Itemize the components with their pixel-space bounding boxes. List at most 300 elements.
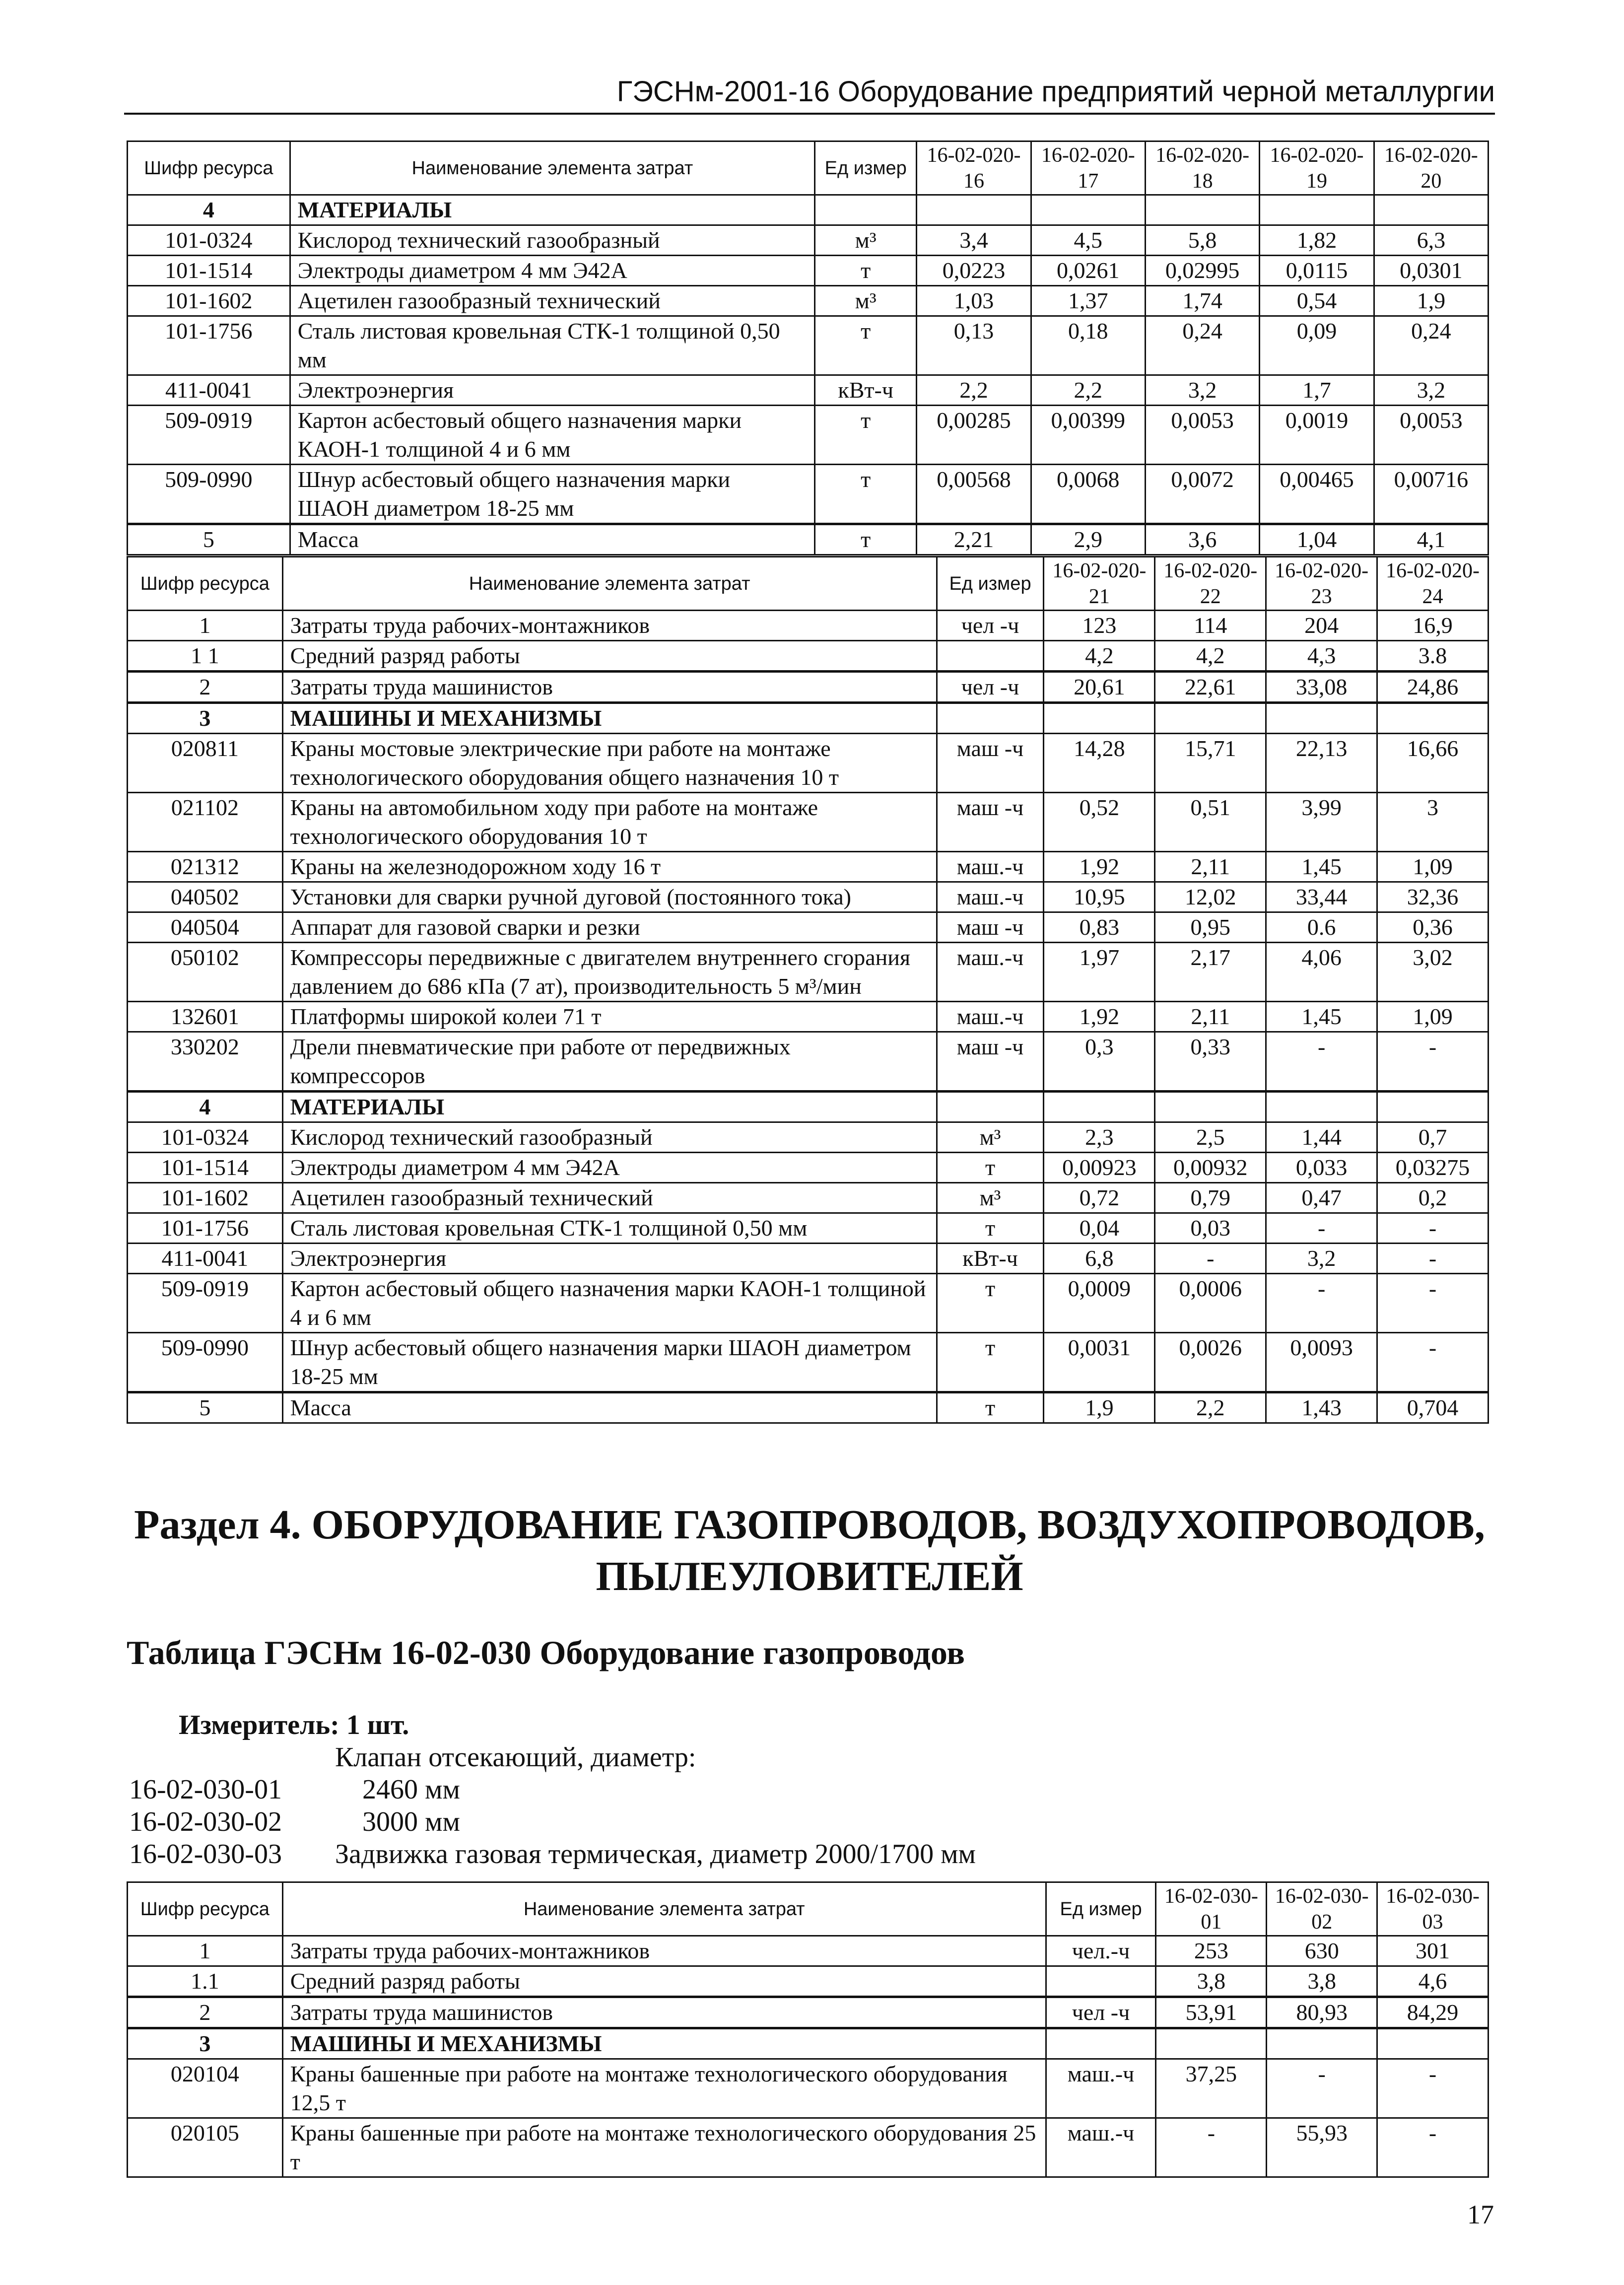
measure-item-desc: Задвижка газовая термическая, диаметр 2000/1700 мм: [335, 1839, 976, 1870]
table-row: [128, 1002, 1489, 1032]
norm-value: 0,0223: [917, 256, 1031, 286]
table-row: [128, 2059, 1489, 2118]
resource-code: 021312: [128, 852, 283, 882]
norm-value: 24,86: [1377, 672, 1489, 703]
resource-code: 5: [128, 1392, 283, 1423]
resource-name: Краны на железнодорожном ходу 16 т: [282, 852, 937, 882]
norm-value: 4,1: [1374, 524, 1488, 555]
norm-value: [1266, 1092, 1377, 1122]
norm-value: 1,43: [1266, 1392, 1377, 1423]
resource-code: 4: [128, 1092, 283, 1122]
table-row: [128, 852, 1489, 882]
norm-value: 2,11: [1155, 1002, 1266, 1032]
norm-value: 0,3: [1044, 1032, 1155, 1092]
resource-name: Аппарат для газовой сварки и резки: [282, 912, 937, 943]
norm-value: 0,03275: [1377, 1153, 1489, 1183]
unit: чел -ч: [937, 672, 1044, 703]
table-row: [128, 1333, 1489, 1392]
unit: маш.-ч: [1046, 2118, 1156, 2177]
table-row: [128, 1092, 1489, 1122]
resource-code: 1 1: [128, 641, 283, 672]
norm-value: -: [1377, 1274, 1489, 1333]
table-row: [128, 1032, 1489, 1092]
norm-value: 32,36: [1377, 882, 1489, 912]
unit: т: [937, 1392, 1044, 1423]
unit: чел -ч: [937, 611, 1044, 641]
resource-name: Электроэнергия: [282, 1244, 937, 1274]
norm-value: 0,09: [1260, 316, 1374, 375]
resource-code: 040502: [128, 882, 283, 912]
norm-value: 0,0053: [1374, 406, 1488, 465]
norm-value: -: [1377, 1032, 1489, 1092]
column-header-norm: 16-02-020-18: [1145, 141, 1259, 195]
norm-value: 1,97: [1044, 943, 1155, 1002]
norm-value: 630: [1267, 1936, 1377, 1966]
norm-value: 0,0301: [1374, 256, 1488, 286]
norm-value: 123: [1044, 611, 1155, 641]
resource-code: 101-1602: [128, 1183, 283, 1213]
norm-value: 2,5: [1155, 1122, 1266, 1153]
resource-name: Компрессоры передвижные с двигателем внутреннего сгорания давлением до 686 кПа (7 ат), производительность 5 м³/мин: [282, 943, 937, 1002]
resource-code: 2: [128, 1997, 283, 2028]
table-row: [128, 641, 1489, 672]
column-header-norm: 16-02-020-17: [1031, 141, 1145, 195]
norm-value: 0,02995: [1145, 256, 1259, 286]
resource-code: 330202: [128, 1032, 283, 1092]
norm-value: 3.8: [1377, 641, 1489, 672]
column-header-unit: Ед измер: [937, 557, 1044, 611]
table-row: [128, 611, 1489, 641]
unit: т: [937, 1153, 1044, 1183]
section-title: Раздел 4. ОБОРУДОВАНИЕ ГАЗОПРОВОДОВ, ВОЗДУХОПРОВОДОВ, ПЫЛЕУЛОВИТЕЛЕЙ: [134, 1502, 1485, 1599]
resource-code: 411-0041: [128, 1244, 283, 1274]
table-row: [128, 1122, 1489, 1153]
norm-value: 1,45: [1266, 852, 1377, 882]
resource-name: МАТЕРИАЛЫ: [282, 1092, 937, 1122]
unit: чел -ч: [1046, 1997, 1156, 2028]
norm-value: 0,0115: [1260, 256, 1374, 286]
table-row: [128, 286, 1489, 316]
norm-value: 0,7: [1377, 1122, 1489, 1153]
resource-code: 020105: [128, 2118, 283, 2177]
norm-value: -: [1156, 2118, 1267, 2177]
norm-value: 6,3: [1374, 225, 1488, 256]
norm-value: [1266, 703, 1377, 734]
norm-value: [1374, 195, 1488, 225]
norm-value: 16,9: [1377, 611, 1489, 641]
measure-line: [179, 1708, 409, 1742]
norm-value: 37,25: [1156, 2059, 1267, 2118]
norm-value: 20,61: [1044, 672, 1155, 703]
norm-value: 4,06: [1266, 943, 1377, 1002]
column-header-code: Шифр ресурса: [128, 141, 290, 195]
resource-code: 1: [128, 611, 283, 641]
page-number: 17: [1467, 2200, 1494, 2229]
unit: маш.-ч: [937, 882, 1044, 912]
norm-value: 33,44: [1266, 882, 1377, 912]
norm-value: 3,2: [1145, 375, 1259, 406]
resource-name: Средний разряд работы: [282, 1966, 1046, 1997]
norm-value: 0.6: [1266, 912, 1377, 943]
column-header-norm: 16-02-020-23: [1266, 557, 1377, 611]
norm-value: 0,00465: [1260, 465, 1374, 524]
norm-value: [917, 195, 1031, 225]
table-row: [128, 256, 1489, 286]
norm-value: 1,74: [1145, 286, 1259, 316]
column-header-name: Наименование элемента затрат: [282, 1882, 1046, 1936]
norm-value: 0,04: [1044, 1213, 1155, 1244]
norm-value: 2,9: [1031, 524, 1145, 555]
table-row: [128, 2118, 1489, 2177]
norm-value: 0,00716: [1374, 465, 1488, 524]
norm-value: 3: [1377, 793, 1489, 852]
resource-code: 509-0919: [128, 406, 290, 465]
norm-value: 1,03: [917, 286, 1031, 316]
norm-value: 0,95: [1155, 912, 1266, 943]
norm-value: 80,93: [1267, 1997, 1377, 2028]
norm-value: 2,2: [917, 375, 1031, 406]
table-row: [128, 703, 1489, 734]
table-row: [128, 912, 1489, 943]
resource-name: МАТЕРИАЛЫ: [290, 195, 814, 225]
table-row: [128, 1244, 1489, 1274]
table-row: [128, 793, 1489, 852]
norm-value: [1155, 1092, 1266, 1122]
norm-value: [1145, 195, 1259, 225]
norm-value: 4,2: [1155, 641, 1266, 672]
norm-value: 14,28: [1044, 734, 1155, 793]
resource-code: 509-0990: [128, 465, 290, 524]
unit: маш -ч: [937, 912, 1044, 943]
unit: [1046, 1966, 1156, 1997]
unit: м³: [815, 286, 917, 316]
resource-name: Краны башенные при работе на монтаже технологического оборудования 12,5 т: [282, 2059, 1046, 2118]
resource-code: 101-0324: [128, 225, 290, 256]
norm-value: 0,0072: [1145, 465, 1259, 524]
unit: м³: [937, 1122, 1044, 1153]
measure-label: Измеритель:: [179, 1710, 339, 1740]
norm-value: 0,03: [1155, 1213, 1266, 1244]
norm-value: 0,0068: [1031, 465, 1145, 524]
column-header-code: Шифр ресурса: [128, 1882, 283, 1936]
unit: [937, 1092, 1044, 1122]
norm-value: 2,2: [1155, 1392, 1266, 1423]
resource-name: Сталь листовая кровельная СТК-1 толщиной 0,50 мм: [290, 316, 814, 375]
norm-value: 22,13: [1266, 734, 1377, 793]
norm-value: 0,0031: [1044, 1333, 1155, 1392]
unit: маш -ч: [937, 734, 1044, 793]
norm-value: 0,2: [1377, 1183, 1489, 1213]
unit: маш.-ч: [937, 943, 1044, 1002]
resource-name: Электроды диаметром 4 мм Э42А: [282, 1153, 937, 1183]
norm-value: 1,92: [1044, 1002, 1155, 1032]
norm-value: 0,0006: [1155, 1274, 1266, 1333]
table-row: [128, 195, 1489, 225]
resource-code: 101-1756: [128, 1213, 283, 1244]
norm-value: [1260, 195, 1374, 225]
norm-value: 4,5: [1031, 225, 1145, 256]
column-header-norm: 16-02-020-16: [917, 141, 1031, 195]
norm-value: -: [1377, 2059, 1489, 2118]
norm-value: -: [1266, 1274, 1377, 1333]
unit: кВт-ч: [937, 1244, 1044, 1274]
norm-value: 1,82: [1260, 225, 1374, 256]
resource-name: Электроэнергия: [290, 375, 814, 406]
norm-value: 0,00285: [917, 406, 1031, 465]
column-header-norm: 16-02-030-03: [1377, 1882, 1489, 1936]
norm-value: -: [1155, 1244, 1266, 1274]
resource-code: 3: [128, 2028, 283, 2059]
unit: чел.-ч: [1046, 1936, 1156, 1966]
resource-name: Установки для сварки ручной дуговой (постоянного тока): [282, 882, 937, 912]
resource-name: Ацетилен газообразный технический: [282, 1183, 937, 1213]
resource-name: Масса: [282, 1392, 937, 1423]
resource-code: 509-0990: [128, 1333, 283, 1392]
norm-value: [1156, 2028, 1267, 2059]
norm-value: 1,9: [1044, 1392, 1155, 1423]
norm-value: 1,09: [1377, 1002, 1489, 1032]
norm-value: [1377, 1092, 1489, 1122]
unit: маш -ч: [937, 793, 1044, 852]
norm-value: 0,0026: [1155, 1333, 1266, 1392]
norm-value: 4,6: [1377, 1966, 1489, 1997]
resource-name: Масса: [290, 524, 814, 555]
column-header-unit: Ед измер: [815, 141, 917, 195]
resource-code: 020104: [128, 2059, 283, 2118]
norm-value: 3,4: [917, 225, 1031, 256]
norm-value: 0,51: [1155, 793, 1266, 852]
resource-code: 1.1: [128, 1966, 283, 1997]
unit: м³: [815, 225, 917, 256]
unit: маш.-ч: [1046, 2059, 1156, 2118]
norm-value: -: [1266, 1213, 1377, 1244]
norm-value: 0,79: [1155, 1183, 1266, 1213]
norm-value: 0,00568: [917, 465, 1031, 524]
table-row: [128, 672, 1489, 703]
measure-item-code: 16-02-030-01: [129, 1774, 282, 1805]
norm-value: 10,95: [1044, 882, 1155, 912]
resource-name: МАШИНЫ И МЕХАНИЗМЫ: [282, 2028, 1046, 2059]
table-row: [128, 1997, 1489, 2028]
unit: т: [937, 1274, 1044, 1333]
norm-value: -: [1267, 2059, 1377, 2118]
unit: т: [815, 316, 917, 375]
resource-name: Затраты труда рабочих-монтажников: [282, 611, 937, 641]
norm-value: 0,0093: [1266, 1333, 1377, 1392]
norm-value: 3,8: [1156, 1966, 1267, 1997]
column-header-norm: 16-02-020-21: [1044, 557, 1155, 611]
table-row: [128, 406, 1489, 465]
table-row: [128, 1936, 1489, 1966]
norm-value: 12,02: [1155, 882, 1266, 912]
running-header: ГЭСНм-2001-16 Оборудование предприятий черной металлургии: [616, 75, 1495, 108]
resource-name: Краны башенные при работе на монтаже технологического оборудования 25 т: [282, 2118, 1046, 2177]
unit: т: [937, 1213, 1044, 1244]
norm-value: -: [1377, 1213, 1489, 1244]
table-row: [128, 1183, 1489, 1213]
norm-value: 0,72: [1044, 1183, 1155, 1213]
norm-value: 55,93: [1267, 2118, 1377, 2177]
unit: т: [937, 1333, 1044, 1392]
column-header-norm: 16-02-030-02: [1267, 1882, 1377, 1936]
table-row: [128, 1274, 1489, 1333]
resource-name: Затраты труда машинистов: [282, 672, 937, 703]
resource-code: 040504: [128, 912, 283, 943]
unit: кВт-ч: [815, 375, 917, 406]
table-row: [128, 316, 1489, 375]
norm-value: 2,21: [917, 524, 1031, 555]
norm-value: 2,17: [1155, 943, 1266, 1002]
norm-value: 4,2: [1044, 641, 1155, 672]
norm-value: 0,033: [1266, 1153, 1377, 1183]
norm-value: 1,04: [1260, 524, 1374, 555]
norm-value: 84,29: [1377, 1997, 1489, 2028]
norm-value: -: [1377, 2118, 1489, 2177]
norm-value: 0,0053: [1145, 406, 1259, 465]
norm-value: [1044, 1092, 1155, 1122]
table-row: [128, 465, 1489, 524]
norm-value: 0,36: [1377, 912, 1489, 943]
norm-value: 3,6: [1145, 524, 1259, 555]
column-header-code: Шифр ресурса: [128, 557, 283, 611]
table-row: [128, 943, 1489, 1002]
table-row: [128, 524, 1489, 555]
resource-name: Затраты труда машинистов: [282, 1997, 1046, 2028]
norm-value: 0,0019: [1260, 406, 1374, 465]
column-header-name: Наименование элемента затрат: [290, 141, 814, 195]
resource-name: Шнур асбестовый общего назначения марки ШАОН диаметром 18-25 мм: [282, 1333, 937, 1392]
column-header-name: Наименование элемента затрат: [282, 557, 937, 611]
norm-value: 301: [1377, 1936, 1489, 1966]
norm-value: 253: [1156, 1936, 1267, 1966]
norm-value: 6,8: [1044, 1244, 1155, 1274]
column-header-unit: Ед измер: [1046, 1882, 1156, 1936]
resource-name: Средний разряд работы: [282, 641, 937, 672]
norm-value: 1,44: [1266, 1122, 1377, 1153]
norm-value: -: [1377, 1244, 1489, 1274]
table-row: [128, 1966, 1489, 1997]
resource-code: 021102: [128, 793, 283, 852]
measure-item-desc: 2460 мм: [362, 1774, 460, 1805]
norm-value: 0,13: [917, 316, 1031, 375]
norm-value: 0,52: [1044, 793, 1155, 852]
norm-value: 2,3: [1044, 1122, 1155, 1153]
norm-value: [1044, 703, 1155, 734]
norm-value: 3,99: [1266, 793, 1377, 852]
resource-name: Картон асбестовый общего назначения марки КАОН-1 толщиной 4 и 6 мм: [290, 406, 814, 465]
resource-name: Платформы широкой колеи 71 т: [282, 1002, 937, 1032]
norm-value: -: [1377, 1333, 1489, 1392]
measure-item-code: 16-02-030-02: [129, 1806, 282, 1837]
unit: т: [815, 465, 917, 524]
norm-value: 53,91: [1156, 1997, 1267, 2028]
resource-table-020-16-20: [127, 140, 1489, 555]
unit: т: [815, 524, 917, 555]
resource-name: Шнур асбестовый общего назначения марки ШАОН диаметром 18-25 мм: [290, 465, 814, 524]
resource-code: 1: [128, 1936, 283, 1966]
norm-value: 1,9: [1374, 286, 1488, 316]
measure-value: 1 шт.: [346, 1710, 409, 1740]
norm-value: 2,11: [1155, 852, 1266, 882]
table-row: [128, 225, 1489, 256]
measure-item-code: 16-02-030-03: [129, 1839, 282, 1870]
column-header-norm: 16-02-020-24: [1377, 557, 1489, 611]
unit: маш -ч: [937, 1032, 1044, 1092]
resource-name: Сталь листовая кровельная СТК-1 толщиной 0,50 мм: [282, 1213, 937, 1244]
resource-code: 101-1514: [128, 1153, 283, 1183]
norm-value: 5,8: [1145, 225, 1259, 256]
norm-value: 33,08: [1266, 672, 1377, 703]
norm-value: [1031, 195, 1145, 225]
resource-code: 4: [128, 195, 290, 225]
resource-code: 101-1602: [128, 286, 290, 316]
unit: т: [815, 256, 917, 286]
unit: т: [815, 406, 917, 465]
resource-code: 411-0041: [128, 375, 290, 406]
norm-value: 1,09: [1377, 852, 1489, 882]
unit: маш.-ч: [937, 852, 1044, 882]
norm-value: 0,18: [1031, 316, 1145, 375]
norm-value: 0,24: [1374, 316, 1488, 375]
norm-value: [1377, 703, 1489, 734]
table-row: [128, 1392, 1489, 1423]
unit: [937, 703, 1044, 734]
norm-value: 4,3: [1266, 641, 1377, 672]
resource-code: 2: [128, 672, 283, 703]
table-row: [128, 734, 1489, 793]
unit: м³: [937, 1183, 1044, 1213]
resource-name: Электроды диаметром 4 мм Э42А: [290, 256, 814, 286]
norm-value: 114: [1155, 611, 1266, 641]
norm-value: 0,0261: [1031, 256, 1145, 286]
table-row: [128, 2028, 1489, 2059]
norm-value: 15,71: [1155, 734, 1266, 793]
norm-value: 0,704: [1377, 1392, 1489, 1423]
norm-value: 3,02: [1377, 943, 1489, 1002]
resource-code: 3: [128, 703, 283, 734]
norm-value: 0,0009: [1044, 1274, 1155, 1333]
norm-value: 204: [1266, 611, 1377, 641]
norm-value: 0,00923: [1044, 1153, 1155, 1183]
table-row: [128, 1213, 1489, 1244]
resource-code: 132601: [128, 1002, 283, 1032]
resource-name: Краны на автомобильном ходу при работе на монтаже технологического оборудования 10 т: [282, 793, 937, 852]
resource-code: 050102: [128, 943, 283, 1002]
resource-code: 020811: [128, 734, 283, 793]
resource-code: 101-1756: [128, 316, 290, 375]
column-header-norm: 16-02-020-22: [1155, 557, 1266, 611]
unit: [1046, 2028, 1156, 2059]
unit: [937, 641, 1044, 672]
norm-value: 0,83: [1044, 912, 1155, 943]
norm-value: [1267, 2028, 1377, 2059]
norm-value: 0,47: [1266, 1183, 1377, 1213]
norm-value: 1,92: [1044, 852, 1155, 882]
column-header-norm: 16-02-020-19: [1260, 141, 1374, 195]
table-row: [128, 375, 1489, 406]
norm-value: [1377, 2028, 1489, 2059]
resource-name: Затраты труда рабочих-монтажников: [282, 1936, 1046, 1966]
norm-value: 3,2: [1374, 375, 1488, 406]
resource-code: 101-0324: [128, 1122, 283, 1153]
header-rule: [124, 113, 1495, 115]
resource-name: Краны мостовые электрические при работе на монтаже технологического оборудования общего назначения 10 т: [282, 734, 937, 793]
resource-name: Кислород технический газообразный: [282, 1122, 937, 1153]
resource-code: 509-0919: [128, 1274, 283, 1333]
norm-value: 0,54: [1260, 286, 1374, 316]
measure-item-desc: 3000 мм: [362, 1806, 460, 1837]
resource-table-020-21-24: [127, 556, 1489, 1424]
